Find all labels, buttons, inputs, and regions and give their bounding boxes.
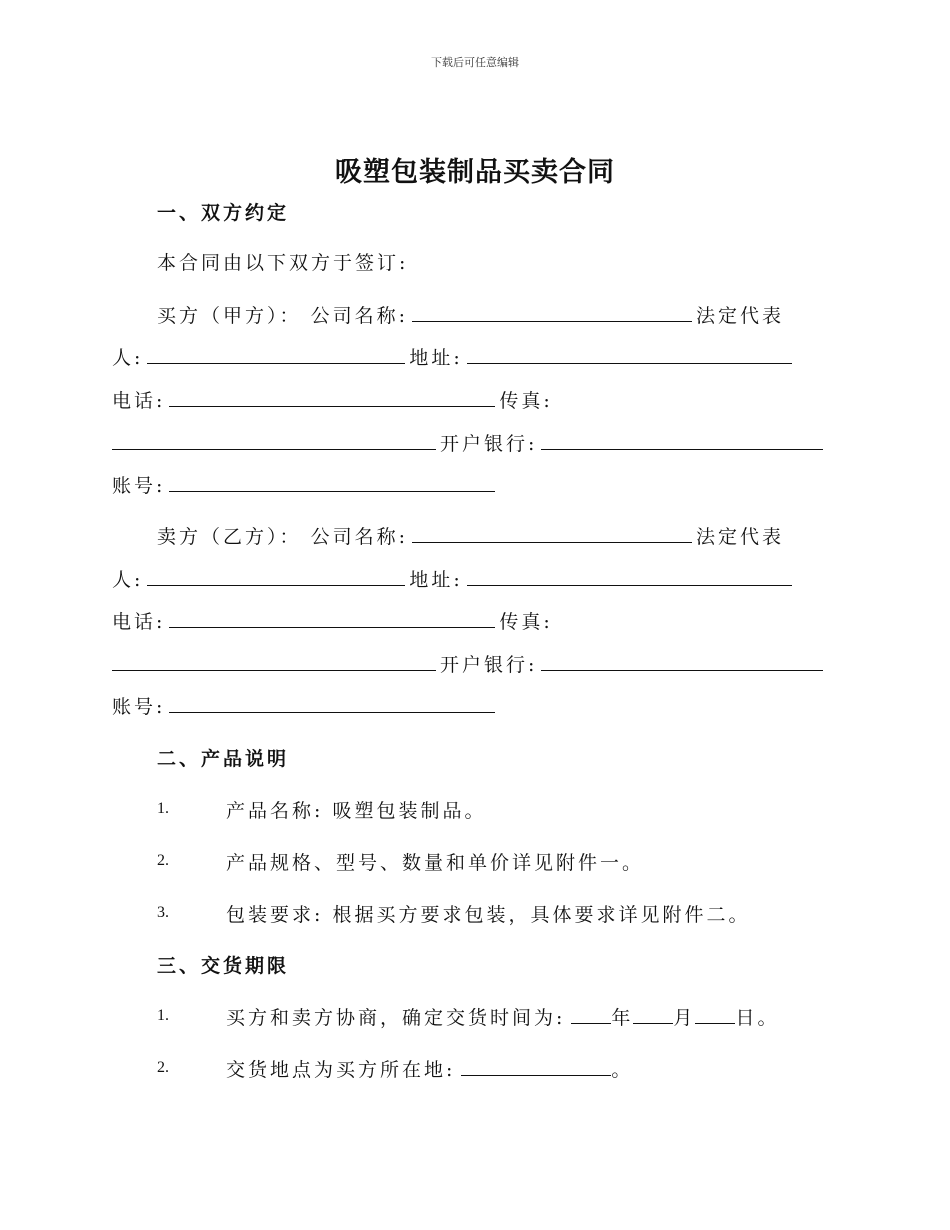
buyer-legal-rep-label-cont: 人: [112, 347, 144, 369]
header-note: 下载后可任意编辑 [431, 56, 519, 69]
seller-line-4 [112, 650, 827, 678]
product-item-number: 2. [157, 852, 169, 869]
seller-label: 卖方（乙方）： [157, 526, 302, 548]
document-title: 吸塑包装制品买卖合同 [335, 157, 615, 188]
section-heading-products: 二、产品说明 [157, 748, 290, 770]
seller-bank-label: 开户银行: [440, 654, 538, 676]
delivery-place-end: 。 [611, 1059, 634, 1081]
seller-legal-rep-label-cont: 人: [112, 569, 144, 591]
buyer-company-field[interactable] [412, 301, 692, 322]
seller-phone-field[interactable] [169, 607, 495, 628]
year-label: 年 [611, 1007, 634, 1029]
buyer-account-label: 账号: [112, 475, 166, 497]
day-label: 日。 [735, 1007, 780, 1029]
delivery-item-text [226, 1003, 779, 1030]
intro-text: 本合同由以下双方于签订: [157, 252, 409, 274]
buyer-phone-field[interactable] [169, 386, 495, 407]
delivery-time-label: 买方和卖方协商，确定交货时间为: [226, 1007, 566, 1029]
seller-fax-field[interactable] [112, 650, 436, 671]
seller-legal-rep-label: 法定代表 [695, 526, 784, 548]
seller-company-field[interactable] [412, 522, 692, 543]
seller-line-2 [112, 565, 796, 593]
buyer-bank-field[interactable] [541, 429, 823, 450]
buyer-phone-label: 电话: [112, 390, 166, 412]
buyer-fax-field[interactable] [112, 429, 436, 450]
delivery-item-number: 1. [157, 1007, 169, 1024]
seller-company-label: 公司名称: [310, 526, 408, 548]
buyer-account-field[interactable] [169, 471, 495, 492]
seller-phone-label: 电话: [112, 611, 166, 633]
delivery-month-field[interactable] [633, 1003, 673, 1024]
buyer-fax-label: 传真: [499, 390, 553, 412]
seller-fax-label: 传真: [499, 611, 553, 633]
delivery-place-field[interactable] [461, 1055, 611, 1076]
buyer-label: 买方（甲方）： [157, 305, 302, 327]
product-item-number: 1. [157, 800, 169, 817]
buyer-line-2 [112, 343, 796, 371]
month-label: 月 [673, 1007, 696, 1029]
delivery-item-number: 2. [157, 1059, 169, 1076]
buyer-legal-rep-label: 法定代表 [695, 305, 784, 327]
buyer-line-3 [112, 386, 553, 414]
delivery-item-text [226, 1055, 633, 1082]
seller-line-5 [112, 692, 499, 720]
seller-legal-rep-field[interactable] [147, 565, 405, 586]
buyer-line-1 [157, 301, 784, 329]
buyer-legal-rep-field[interactable] [147, 343, 405, 364]
seller-address-label: 地址: [409, 569, 463, 591]
delivery-year-field[interactable] [571, 1003, 611, 1024]
buyer-address-label: 地址: [409, 347, 463, 369]
product-item-text: 包装要求: 根据买方要求包装，具体要求详见附件二。 [226, 904, 751, 926]
product-item-text: 产品规格、型号、数量和单价详见附件一。 [226, 852, 645, 874]
seller-address-field[interactable] [467, 565, 792, 586]
delivery-place-label: 交货地点为买方所在地: [226, 1059, 456, 1081]
seller-line-3 [112, 607, 553, 635]
delivery-day-field[interactable] [695, 1003, 735, 1024]
buyer-line-5 [112, 471, 499, 499]
buyer-company-label: 公司名称: [310, 305, 408, 327]
seller-account-label: 账号: [112, 696, 166, 718]
product-item-text: 产品名称: 吸塑包装制品。 [226, 800, 487, 822]
product-item-number: 3. [157, 904, 169, 921]
buyer-address-field[interactable] [467, 343, 792, 364]
seller-bank-field[interactable] [541, 650, 823, 671]
seller-line-1 [157, 522, 784, 550]
buyer-bank-label: 开户银行: [440, 433, 538, 455]
seller-account-field[interactable] [169, 692, 495, 713]
buyer-line-4 [112, 429, 827, 457]
section-heading-parties: 一、双方约定 [157, 202, 290, 224]
section-heading-delivery: 三、交货期限 [157, 955, 290, 977]
